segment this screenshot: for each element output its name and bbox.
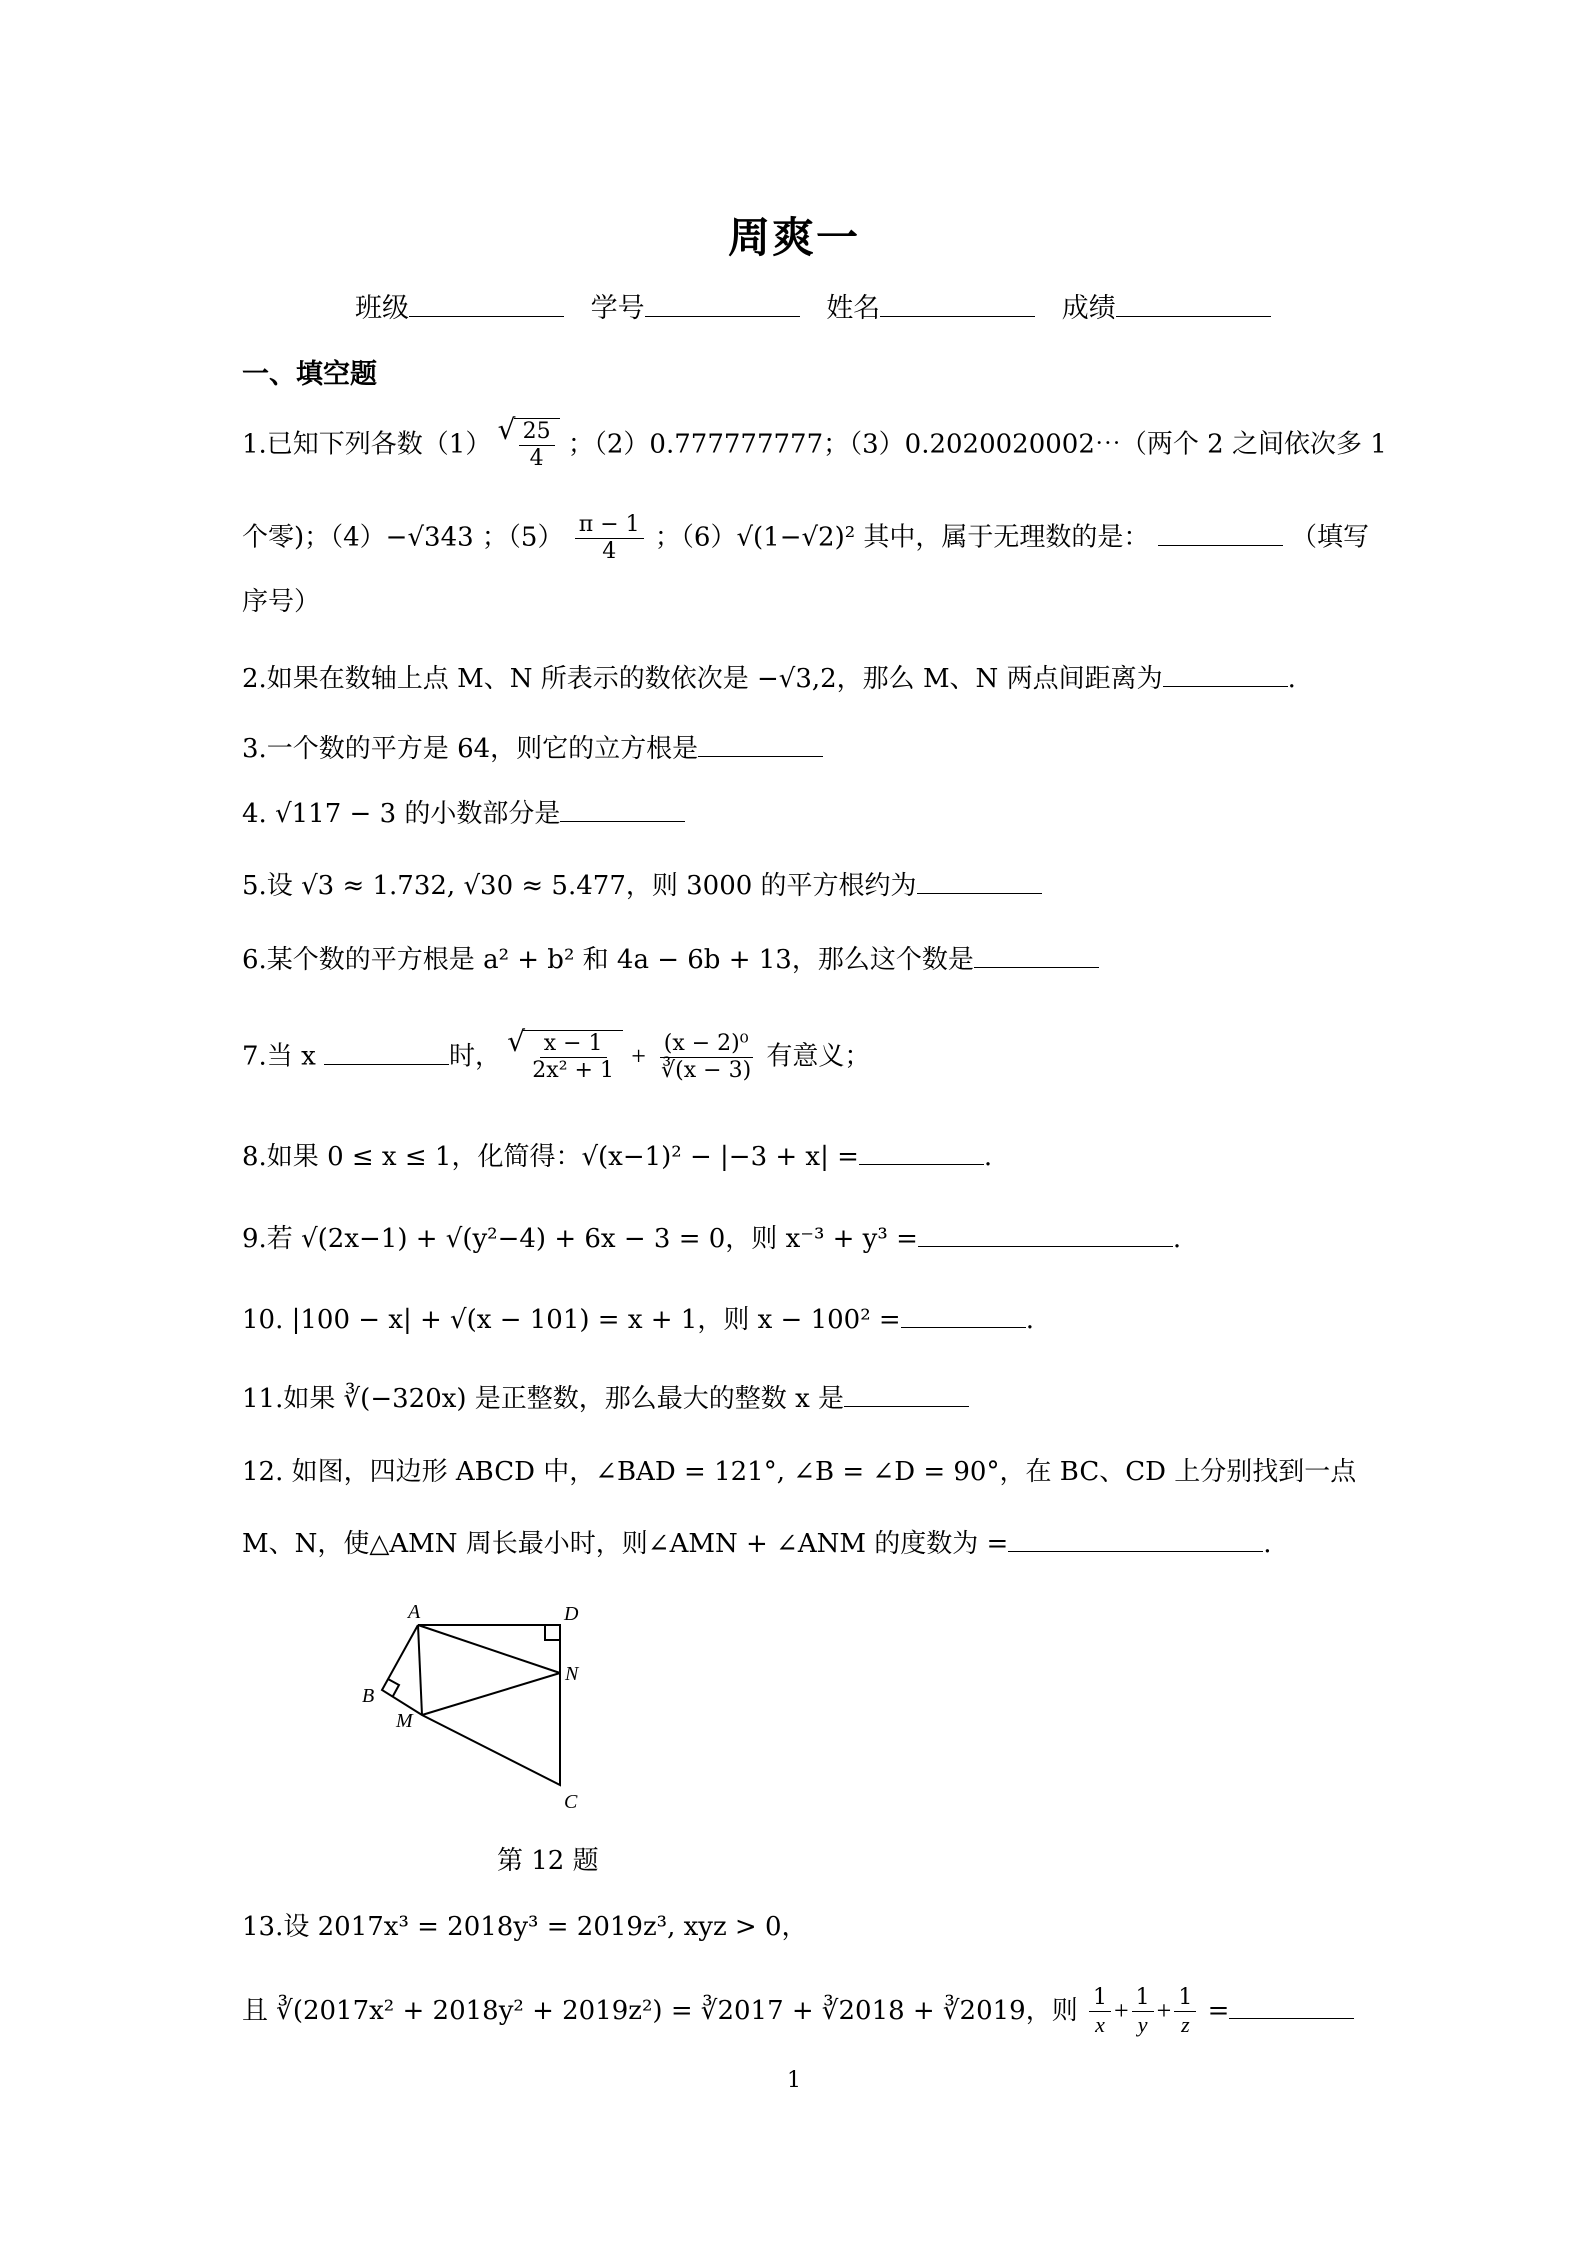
q11-answer-blank: [844, 1382, 969, 1407]
q13-answer-blank: [1229, 1994, 1354, 2019]
question-1-line-2: [242, 512, 1369, 565]
q7-frac-2: $\frac{\text{(x − 2)⁰}}{∛(x - 3)}$: [661, 1031, 752, 1083]
question-10: 10. |100 − x| + √(x − 101) = x + 1，则 x − 100² = .: [242, 1305, 1034, 1335]
q12-answer-blank: [1008, 1527, 1263, 1552]
name-label: 姓名: [826, 293, 881, 324]
q12-text-b: M、N，使△AMN 周长最小时，则∠AMN + ∠ANM 的度数为 =: [242, 1529, 1009, 1559]
number-label: 学号: [590, 293, 645, 324]
segment-AM: [418, 1625, 422, 1715]
label-D: D: [564, 1603, 579, 1625]
q1-text-b: ；（2）0.777777777；（3）0.2020020002⋯（两个 2 之间依次多 1: [567, 429, 1387, 460]
q1-sqrt-frac: √ $\frac{25}{4}$: [514, 418, 560, 472]
q13-frac-z: $\frac{1}{z}$: [1174, 1985, 1196, 2039]
q13-frac-x: $\frac{1}{x}$: [1089, 1985, 1111, 2039]
q1-text-d: ；（6）√(1−√2)² 其中，属于无理数的是：: [654, 522, 1150, 553]
q3-text: 3.一个数的平方是 64，则它的立方根是: [242, 734, 699, 764]
q7-text-c: 有意义；: [766, 1041, 871, 1072]
q1-text-c: 个零)；（4）−√343 ；（5）: [242, 522, 564, 553]
q2-answer-blank: [1163, 662, 1288, 687]
right-angle-D: [545, 1625, 560, 1640]
class-blank: [409, 290, 564, 317]
question-12-line-1: 12. 如图，四边形 ABCD 中，∠BAD = 121°, ∠B = ∠D = 90°，在 BC、CD 上分别找到一点: [242, 1457, 1357, 1487]
label-A: A: [408, 1601, 421, 1623]
class-label: 班级: [355, 293, 409, 324]
q4-text: 4. √117 − 3 的小数部分是: [242, 799, 561, 829]
q2-text: 2.如果在数轴上点 M、N 所表示的数依次是 −√3,2，那么 M、N 两点间距离为: [242, 664, 1163, 694]
q4-answer-blank: [560, 797, 685, 822]
question-8: 8.如果 0 ≤ x ≤ 1，化简得：√(x−1)² − |−3 + x| = .: [242, 1142, 993, 1172]
question-1-line-3: 序号）: [242, 587, 321, 617]
q13-frac-y: $\frac{1}{y}$: [1132, 1985, 1154, 2039]
question-3: [242, 732, 823, 766]
question-12-line-2: M、N，使△AMN 周长最小时，则∠AMN + ∠ANM 的度数为 = .: [242, 1529, 1272, 1559]
q3-answer-blank: [698, 732, 823, 757]
question-11: [242, 1382, 969, 1416]
page-title: 周爽一: [727, 213, 860, 262]
label-B: B: [362, 1685, 375, 1707]
label-M: M: [396, 1710, 413, 1732]
q6-answer-blank: [974, 943, 1099, 968]
score-label: 成绩: [1061, 293, 1116, 324]
q8-text: 8.如果 0 ≤ x ≤ 1，化简得：√(x−1)² − |−3 + x| =: [242, 1142, 859, 1172]
segment-AN: [418, 1625, 560, 1673]
q13-text-c: =: [1207, 1996, 1230, 2026]
figure-caption: 第 12 题: [497, 1846, 599, 1876]
page-number: 1: [787, 2068, 801, 2093]
q1-text-a: 1.已知下列各数（1）: [242, 429, 492, 460]
question-13-line-2: 且 ∛(2017x² + 2018y² + 2019z²) = ∛2017 + ∛2018 + ∛2019，则 $\frac{1}{x}$ + $\frac{1}{y}$ + $\frac{1}{z}$ =: [242, 1985, 1354, 2039]
student-info-row: [355, 286, 1289, 325]
question-5: [242, 869, 1042, 903]
question-6: [242, 943, 1099, 977]
quadrilateral-figure: [360, 1590, 620, 1810]
name-blank: [880, 290, 1035, 317]
question-7: 7.当 x 时， √ $\frac{x - 1}{\text{2x² + 1}}$ + $\frac{\text{(x − 2)⁰}}{∛(x - 3)}$ 有意义；: [242, 1030, 870, 1084]
q1-frac-pi: $\frac{\pi - 1}{4}$: [575, 512, 644, 565]
q13-text-b: 且 ∛(2017x² + 2018y² + 2019z²) = ∛2017 + ∛2018 + ∛2019，则: [242, 1996, 1078, 2026]
label-N: N: [565, 1663, 579, 1685]
q7-answer-blank: [324, 1040, 449, 1065]
q7-sqrt-frac: √ $\frac{x - 1}{\text{2x² + 1}}$: [523, 1030, 623, 1084]
question-1-line-1: [242, 418, 1387, 472]
segment-MN: [422, 1673, 560, 1715]
q9-text: 9.若 √(2x−1) + √(y²−4) + 6x − 3 = 0，则 x⁻³ + y³ =: [242, 1224, 918, 1254]
section-heading: 一、填空题: [242, 359, 377, 390]
score-blank: [1116, 290, 1271, 317]
q9-answer-blank: [918, 1222, 1173, 1247]
q5-text: 5.设 √3 ≈ 1.732, √30 ≈ 5.477，则 3000 的平方根约为: [242, 871, 917, 901]
q7-text-a: 7.当 x: [242, 1041, 316, 1072]
question-9: 9.若 √(2x−1) + √(y²−4) + 6x − 3 = 0，则 x⁻³ + y³ = .: [242, 1224, 1182, 1254]
quadrilateral-outline: [382, 1625, 560, 1785]
question-13-line-1: 13.设 2017x³ = 2018y³ = 2019z³, xyz > 0，: [242, 1912, 808, 1942]
q7-text-b: 时，: [449, 1041, 502, 1072]
q6-text: 6.某个数的平方根是 a² + b² 和 4a − 6b + 13，那么这个数是: [242, 945, 974, 975]
label-C: C: [564, 1791, 578, 1810]
number-blank: [645, 290, 800, 317]
q1-answer-blank: [1158, 521, 1283, 546]
q10-answer-blank: [901, 1303, 1026, 1328]
question-2: 2.如果在数轴上点 M、N 所表示的数依次是 −√3,2，那么 M、N 两点间距离为 .: [242, 664, 1296, 694]
q8-answer-blank: [859, 1140, 984, 1165]
right-angle-B: [388, 1679, 399, 1696]
q1-text-e: （填写: [1290, 522, 1369, 553]
question-4: [242, 797, 685, 831]
q11-text: 11.如果 ∛(−320x) 是正整数，那么最大的整数 x 是: [242, 1384, 844, 1414]
q10-text: 10. |100 − x| + √(x − 101) = x + 1，则 x − 100² =: [242, 1305, 901, 1335]
q5-answer-blank: [917, 869, 1042, 894]
